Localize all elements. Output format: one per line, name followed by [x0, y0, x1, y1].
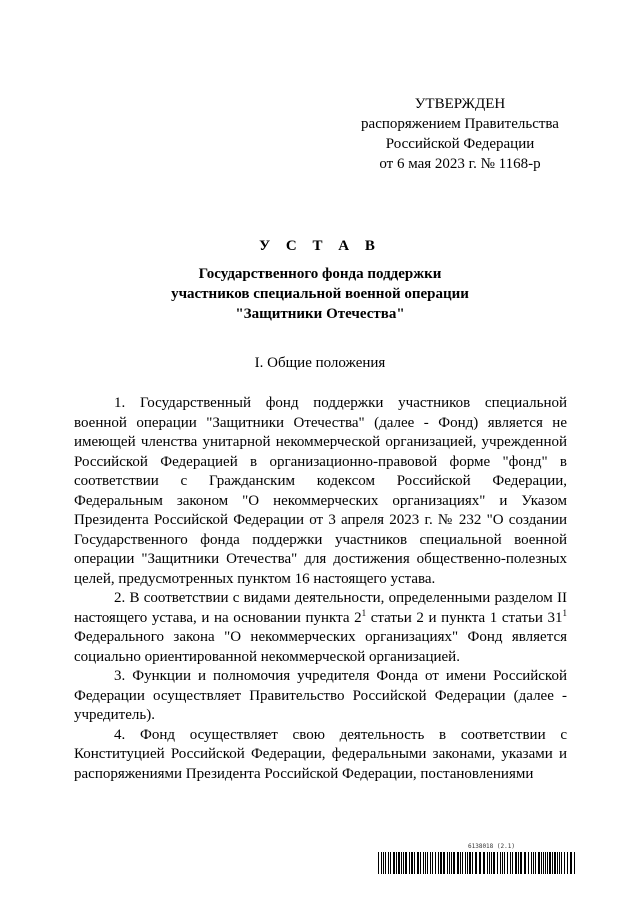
document-title: У С Т А В	[259, 238, 381, 254]
paragraph-2	[74, 589, 567, 667]
paragraph-1: 1. Государственный фонд поддержки участников специальной военной операции "Защитники Отечества" (далее - Фонд) является не имеющей членства унитарной некоммерческой организацией, учрежденной Российской Федерацией в организационно-правовой форме "фонд" в соответствии с Гражданским кодексом Российской Федерации, Федеральным законом "О некоммерческих организациях" и Указом Президента Российской Федерации от 3 апреля 2023 г. № 232 "О создании Государственного фонда поддержки участников специальной военной операции "Защитники Отечества" для достижения общественно-полезных целей, предусмотренных пунктом 16 настоящего устава.	[74, 395, 567, 587]
barcode-number: 6138018 (2.1)	[468, 843, 515, 850]
section-heading: I. Общие положения	[254, 355, 386, 371]
paragraph-2-text-b: статьи 2 и пункта 1 статьи 31	[366, 609, 563, 626]
superscript-2: 1	[562, 607, 567, 618]
barcode-image	[378, 852, 576, 874]
approval-date: от 6 мая 2023 г. № 1168-р	[379, 156, 541, 172]
paragraph-2-text-c: Федерального закона "О некоммерческих организациях" Фонд является социально ориентированной некоммерческой организацией.	[74, 629, 567, 665]
superscript-1: 1	[361, 607, 367, 618]
subtitle-line-3: "Защитники Отечества"	[235, 306, 405, 322]
subtitle-line-1: Государственного фонда поддержки	[198, 266, 442, 282]
approval-block	[340, 94, 580, 174]
paragraph-3: 3. Функции и полномочия учредителя Фонда от имени Российской Федерации осуществляет Правительство Российской Федерации (далее - учредитель).	[74, 668, 567, 723]
subtitle-line-2: участников специальной военной операции	[171, 286, 469, 302]
document-body	[74, 394, 567, 784]
paragraph-4: 4. Фонд осуществляет свою деятельность в соответствии с Конституцией Российской Федерации, федеральными законами, указами и распоряжениями Президента Российской Федерации, постановлениями	[74, 726, 567, 782]
paragraph-2-text-a: 2. В соответствии с видами деятельности, определенными разделом II настоящего устава, и на основании пункта 2	[74, 590, 567, 626]
approval-title: УТВЕРЖДЕН	[414, 96, 506, 112]
document-subtitle	[60, 264, 580, 324]
approval-country: Российской Федерации	[385, 136, 535, 152]
approval-authority: распоряжением Правительства	[361, 116, 559, 132]
